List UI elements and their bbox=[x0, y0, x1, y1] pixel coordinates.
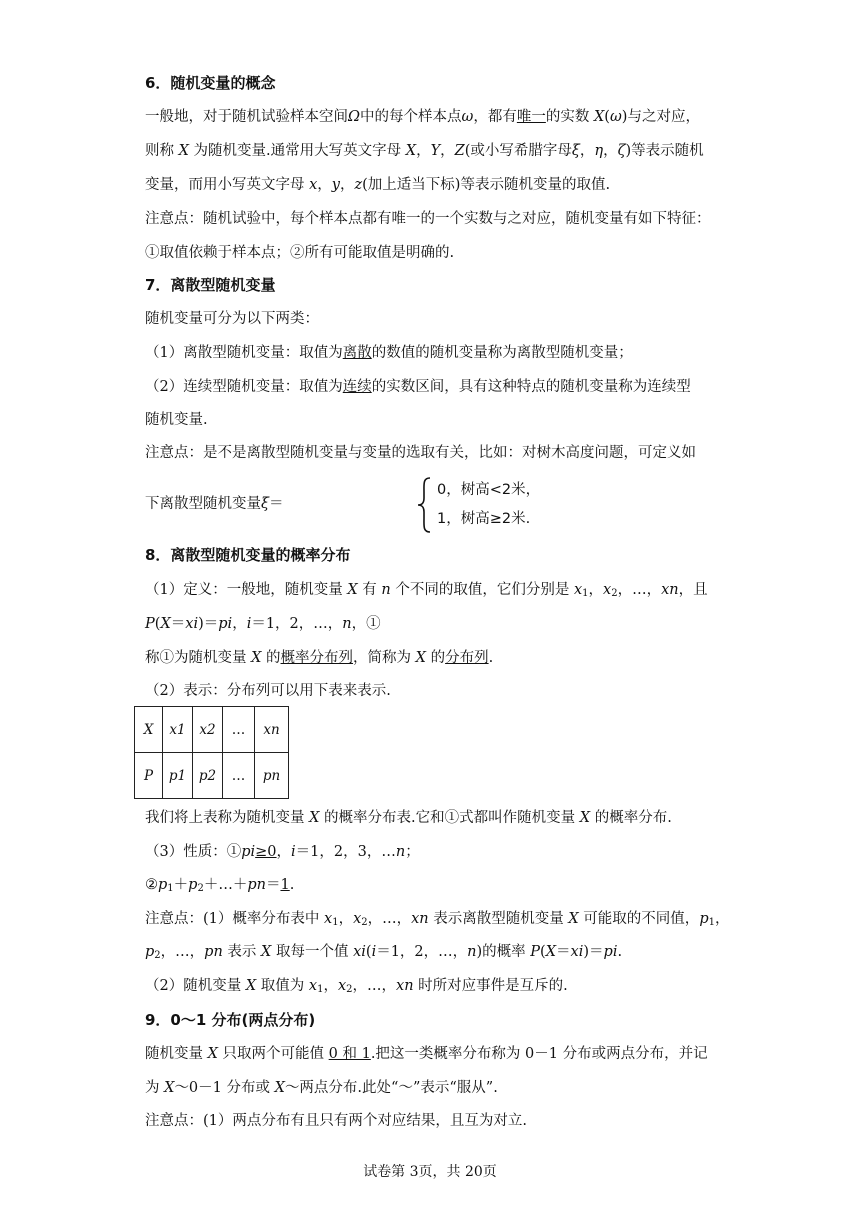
s6-note-line-2: ①取值依赖于样本点；②所有可能取值是明确的. bbox=[145, 245, 455, 261]
s7-item-2: （2）连续型随机变量：取值为连续的实数区间，具有这种特点的随机变量称为连续型 bbox=[145, 379, 691, 395]
s7-intro: 随机变量可分为以下两类： bbox=[145, 311, 319, 327]
table-cell: p1 bbox=[163, 753, 193, 799]
s7-item-1: （1）离散型随机变量：取值为离散的数值的随机变量称为离散型随机变量； bbox=[145, 345, 633, 361]
piecewise-label: 下离散型随机变量ξ＝ bbox=[145, 496, 284, 512]
s7-note-line-1: 注意点：是不是离散型随机变量与变量的选取有关，比如：对树木高度问题，可定义如 bbox=[145, 445, 696, 461]
section-7-heading: 7．离散型随机变量 bbox=[145, 276, 276, 294]
s8-property-2: $②p_1+p_2+\dots+pn=1$. bbox=[145, 877, 295, 894]
piecewise-definition bbox=[145, 474, 541, 534]
s8-note-line-3: （2）随机变量 X 取值为 $x_1$，$x_2$，…，xn 时所对应事件是互斥的. bbox=[145, 978, 568, 995]
s8-property-1: （3）性质：①pi≥0，i＝1，2，3，…n； bbox=[145, 844, 420, 860]
section-8-heading: 8．离散型随机变量的概率分布 bbox=[145, 546, 351, 564]
table-cell: … bbox=[223, 753, 255, 799]
s7-item-2-cont: 随机变量. bbox=[145, 412, 208, 428]
s8-def-line-2: P(X＝xi)＝pi，i＝1，2，…，n，① bbox=[145, 616, 381, 632]
s8-def-line-1: （1）定义：一般地，随机变量 X 有 n 个不同的取值，它们分别是 $x_1$，$x_2$，…，xn，且 bbox=[145, 582, 708, 599]
table-row bbox=[135, 753, 289, 799]
distribution-table bbox=[134, 706, 289, 799]
s6-note-line-1: 注意点：随机试验中，每个样本点都有唯一的一个实数与之对应，随机变量有如下特征： bbox=[145, 211, 711, 227]
table-cell: x2 bbox=[193, 707, 223, 753]
section-6-heading: 6．随机变量的概念 bbox=[145, 74, 276, 92]
piecewise-cases bbox=[437, 476, 540, 534]
s9-note: 注意点：(1）两点分布有且只有两个对应结果，且互为对立. bbox=[145, 1113, 527, 1129]
s9-para-line-1: 随机变量 X 只取两个可能值 0 和 1.把这一类概率分布称为 0－1 分布或两点分布，并记 bbox=[145, 1046, 708, 1062]
case-1: 0，树高<2米， bbox=[437, 482, 541, 498]
s8-def-line-3: 称①为随机变量 X 的概率分布列，简称为 X 的分布列. bbox=[145, 650, 494, 666]
section-9-heading: 9．0～1 分布(两点分布) bbox=[145, 1011, 316, 1029]
page-footer: 试卷第 3页，共 20页 bbox=[363, 1164, 497, 1180]
left-brace-icon bbox=[415, 476, 433, 534]
table-cell: X bbox=[135, 707, 163, 753]
table-row bbox=[135, 707, 289, 753]
table-cell: xn bbox=[255, 707, 289, 753]
case-2: 1，树高≥2米. bbox=[437, 511, 531, 527]
table-cell: P bbox=[135, 753, 163, 799]
s6-para-line-2: 则称 X 为随机变量.通常用大写英文字母 X，Y，Z(或小写希腊字母ξ，η，ζ)等表示随机 bbox=[145, 143, 704, 159]
table-cell: pn bbox=[255, 753, 289, 799]
table-cell: x1 bbox=[163, 707, 193, 753]
s6-para-line-1: 一般地，对于随机试验样本空间Ω中的每个样本点ω，都有唯一的实数 X(ω)与之对应， bbox=[145, 109, 700, 125]
table-cell: … bbox=[223, 707, 255, 753]
table-cell: p2 bbox=[193, 753, 223, 799]
s8-after-table: 我们将上表称为随机变量 X 的概率分布表.它和①式都叫作随机变量 X 的概率分布. bbox=[145, 810, 672, 826]
s6-para-line-3: 变量，而用小写英文字母 x，y，z(加上适当下标)等表示随机变量的取值. bbox=[145, 177, 611, 193]
s8-note-line-1: 注意点：(1）概率分布表中 $x_1$，$x_2$，…，xn 表示离散型随机变量 X 可能取的不同值，$p_1$， bbox=[145, 911, 730, 928]
s8-representation: （2）表示：分布列可以用下表来表示. bbox=[145, 683, 391, 699]
s9-para-line-2: 为 X～0－1 分布或 X～两点分布.此处“～”表示“服从”. bbox=[145, 1080, 498, 1096]
s8-note-line-2: $p_2$，…，pn 表示 X 取每一个值 xi(i＝1，2，…，n)的概率 P(X＝xi)＝pi. bbox=[145, 944, 623, 961]
